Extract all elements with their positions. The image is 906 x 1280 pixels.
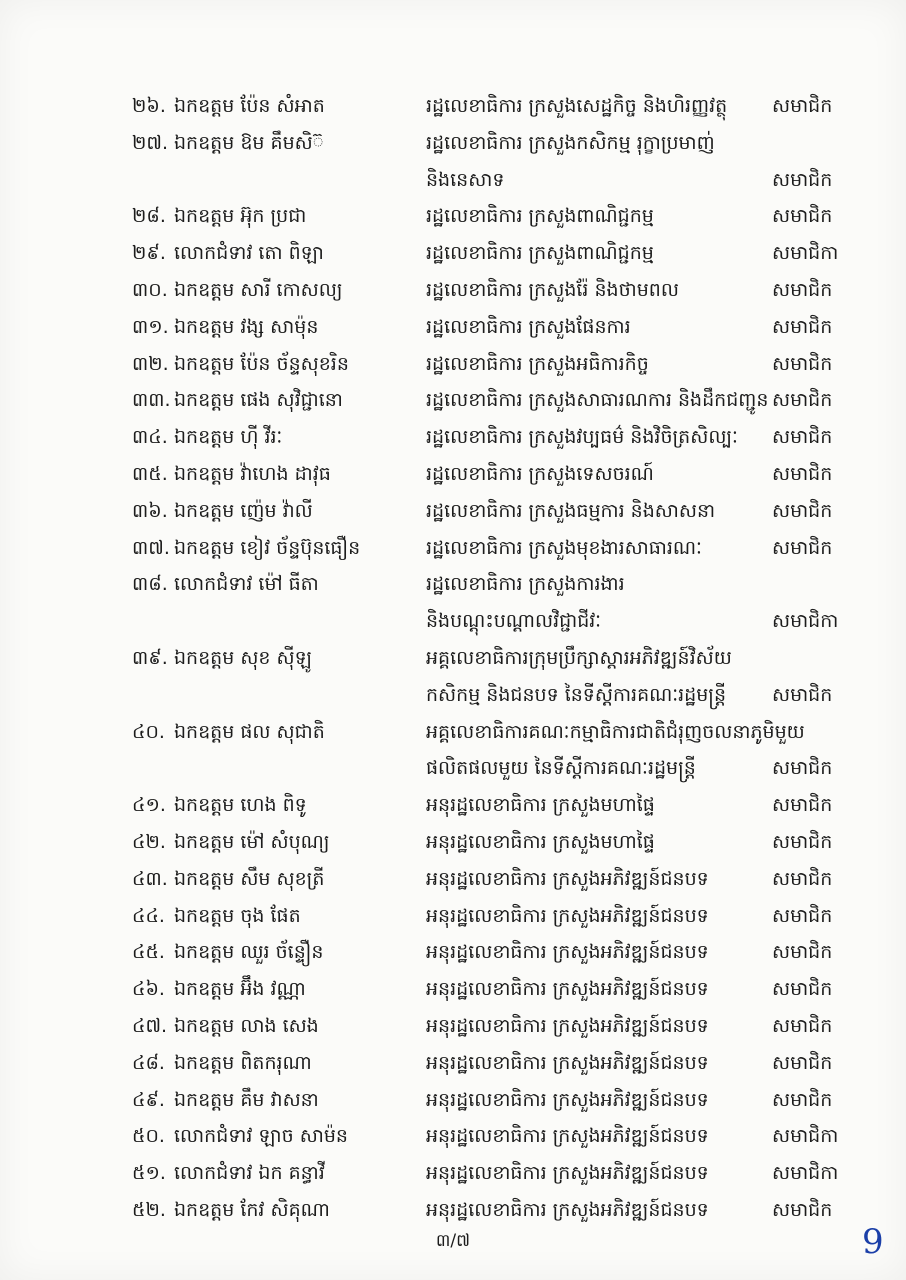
member-number: ៣៧. (132, 536, 170, 559)
member-role: សមាជិក (772, 867, 833, 890)
member-role: សមាជិក (772, 757, 833, 780)
member-number: ៥០. (132, 1125, 165, 1148)
member-row (0, 235, 906, 272)
member-number: ៤២. (132, 830, 166, 853)
member-row (0, 419, 906, 456)
member-name: ឯកឧត្តម ចុង ផែត (174, 904, 301, 927)
member-number: ៣០. (132, 278, 168, 301)
member-position-line: រដ្ឋលេខាធិការ ក្រសួងកសិកម្ម រុក្ខាប្រមាញ់ (426, 131, 715, 154)
member-position-line: អនុរដ្ឋលេខាធិការ ក្រសួងអភិវឌ្ឍន៍ជនបទ (426, 1125, 709, 1148)
member-name: ឯកឧត្តម ហេង ពិទូ (174, 794, 307, 817)
member-number: ២៩. (132, 242, 166, 265)
member-role: សមាជិក (772, 1051, 833, 1074)
member-number: ៤៦. (132, 978, 165, 1001)
member-number: ៤៨. (132, 1051, 165, 1074)
member-position-line: រដ្ឋលេខាធិការ ក្រសួងសេដ្ឋកិច្ច និងហិរញ្ញវត្ថុ (426, 95, 728, 117)
member-name: លោកជំទាវ ឡាច សាម៉ន (174, 1125, 348, 1148)
member-role: សមាជិក (772, 830, 833, 853)
member-position-line: រដ្ឋលេខាធិការ ក្រសួងពាណិជ្ជកម្ម (426, 242, 654, 265)
member-name: ឯកឧត្តម ផល សុជាតិ (174, 720, 325, 743)
member-position (426, 566, 771, 640)
member-position-line: រដ្ឋលេខាធិការ ក្រសួងអធិការកិច្ច (426, 352, 649, 375)
member-role: សមាជិក (772, 1198, 833, 1221)
member-number: ៣៨. (132, 573, 168, 596)
member-position (426, 971, 771, 1008)
member-position-line: អនុរដ្ឋលេខាធិការ ក្រសួងអភិវឌ្ឍន៍ជនបទ (426, 1162, 709, 1185)
member-number: ២៧. (132, 131, 169, 154)
member-row (0, 88, 906, 125)
member-name: ឯកឧត្តម ឱម គឹមសិ៊ (174, 131, 324, 154)
member-number: ៣៥. (132, 462, 168, 485)
member-position-line: និងបណ្តុះបណ្តាលវិជ្ជាជីវៈ (426, 610, 602, 633)
member-position (426, 1045, 771, 1082)
member-position (426, 530, 771, 567)
member-position (426, 235, 771, 272)
member-position (426, 493, 771, 530)
member-row (0, 861, 906, 898)
member-position-line: រដ្ឋលេខាធិការ ក្រសួងការងារ (426, 573, 625, 596)
member-number: ៤៧. (132, 1014, 168, 1037)
member-row (0, 493, 906, 530)
member-row (0, 934, 906, 971)
member-role: សមាជិកា (772, 610, 839, 633)
member-position-line: អគ្គលេខាធិការក្រុមប្រឹក្សាស្តារអភិវឌ្ឍន៍វិស័យ (426, 646, 732, 669)
member-role: សមាជិក (772, 978, 833, 1001)
member-number: ២៨. (132, 205, 166, 228)
member-role: សមាជិក (772, 426, 833, 449)
member-role: សមាជិក (772, 904, 833, 927)
member-position-line: អនុរដ្ឋលេខាធិការ ក្រសួងអភិវឌ្ឍន៍ជនបទ (426, 978, 709, 1001)
member-name: ឯកឧត្តម ម៉ៅ សំបុណ្យ (174, 830, 330, 853)
member-position-line: រដ្ឋលេខាធិការ ក្រសួងវប្បធម៌ និងវិចិត្រសិល្បៈ (426, 426, 738, 449)
member-number: ៣៦. (132, 499, 168, 522)
member-position (426, 198, 771, 235)
member-name: ឯកឧត្តម គឹម វាសនា (174, 1088, 319, 1111)
member-role: សមាជិកា (772, 1125, 839, 1148)
member-position-line: ផលិតផលមួយ នៃទីស្តីការគណៈរដ្ឋមន្ត្រី (426, 757, 696, 780)
member-name: ឯកឧត្តម ខៀវ ច័ន្ទប៊ុនធឿន (174, 536, 361, 559)
member-position-line: រដ្ឋលេខាធិការ ក្រសួងសាធារណការ និងដឹកជញ្ជូន (426, 389, 769, 412)
member-name: ឯកឧត្តម អ៊ឹង វណ្ណា (174, 978, 306, 1001)
member-name: ឯកឧត្តម វង្ស សាម៉ុន (174, 315, 319, 338)
member-position-line: រដ្ឋលេខាធិការ ក្រសួងធម្មការ និងសាសនា (426, 499, 716, 522)
member-position-line: រដ្ឋលេខាធិការ ក្រសួងពាណិជ្ជកម្ម (426, 205, 654, 228)
member-row (0, 272, 906, 309)
member-name: ឯកឧត្តម ប៉ែន សំអាត (174, 95, 325, 117)
member-number: ៣៩. (132, 646, 168, 669)
member-role: សមាជិក (772, 95, 833, 117)
member-position-line: និងនេសាទ (426, 168, 505, 191)
member-position-line: អនុរដ្ឋលេខាធិការ ក្រសួងមហាផ្ទៃ (426, 830, 655, 853)
member-position (426, 640, 771, 714)
member-position (426, 272, 771, 309)
member-number: ៤៩. (132, 1088, 165, 1111)
member-position (426, 1008, 771, 1045)
member-row (0, 456, 906, 493)
member-list (0, 88, 906, 1229)
member-role: សមាជិក (772, 1014, 833, 1037)
member-position (426, 934, 771, 971)
member-position-line: រដ្ឋលេខាធិការ ក្រសួងទេសចរណ៍ (426, 462, 654, 485)
member-name: ឯកឧត្តម អ៊ុក ប្រជា (174, 205, 307, 228)
member-name: ឯកឧត្តម ហ៊ី វីរៈ (174, 426, 283, 449)
member-row (0, 1192, 906, 1229)
member-number: ៤៣. (132, 867, 168, 890)
member-row (0, 1008, 906, 1045)
member-name: ឯកឧត្តម ញ៉េម វ៉ាលី (174, 499, 313, 522)
member-number: ៣១. (132, 315, 169, 338)
member-role: សមាជិក (772, 794, 833, 817)
member-name: ឯកឧត្តម ផេង សុវិជ្ជានោ (174, 389, 343, 412)
member-row (0, 530, 906, 567)
member-row (0, 1045, 906, 1082)
member-name: លោកជំទាវ តោ ពិឡា (174, 242, 324, 265)
member-name: ឯកឧត្តម សារី កោសល្យ (174, 278, 343, 301)
member-position (426, 1192, 771, 1229)
member-position-line: អនុរដ្ឋលេខាធិការ ក្រសួងអភិវឌ្ឍន៍ជនបទ (426, 941, 709, 964)
member-row (0, 1118, 906, 1155)
member-position (426, 382, 771, 419)
member-number: ៤៤. (132, 904, 165, 927)
member-name: ឯកឧត្តម ប៉ែន ច័ន្ទសុខរិន (174, 352, 349, 375)
member-position (426, 88, 771, 125)
member-row (0, 898, 906, 935)
member-position-line: រដ្ឋលេខាធិការ ក្រសួងរ៉ែ និងថាមពល (426, 278, 679, 301)
member-position-line: អនុរដ្ឋលេខាធិការ ក្រសួងអភិវឌ្ឍន៍ជនបទ (426, 1051, 709, 1074)
member-role: សមាជិក (772, 168, 833, 191)
member-row (0, 566, 906, 640)
member-position (426, 1155, 771, 1192)
member-position-line: អនុរដ្ឋលេខាធិការ ក្រសួងអភិវឌ្ឍន៍ជនបទ (426, 904, 709, 927)
member-row (0, 125, 906, 199)
member-position (426, 898, 771, 935)
member-row (0, 1082, 906, 1119)
member-position (426, 824, 771, 861)
member-number: ២៦. (132, 95, 166, 117)
member-row (0, 971, 906, 1008)
member-position (426, 309, 771, 346)
member-row (0, 382, 906, 419)
member-position-line: អនុរដ្ឋលេខាធិការ ក្រសួងអភិវឌ្ឍន៍ជនបទ (426, 867, 709, 890)
member-name: ឯកឧត្តម សឹម សុខត្រី (174, 867, 325, 890)
member-position (426, 125, 771, 199)
member-name: លោកជំទាវ ម៉ៅ ធីតា (174, 573, 319, 596)
member-role: សមាជិក (772, 683, 833, 706)
member-row (0, 1155, 906, 1192)
member-role: សមាជិកា (772, 1162, 839, 1185)
member-position-line: រដ្ឋលេខាធិការ ក្រសួងផែនការ (426, 315, 631, 338)
member-row (0, 787, 906, 824)
member-name: ឯកឧត្តម ពិតករុណា (174, 1051, 312, 1074)
member-position (426, 346, 771, 383)
member-number: ៣២. (132, 352, 169, 375)
member-role: សមាជិក (772, 1088, 833, 1111)
member-position-line: អនុរដ្ឋលេខាធិការ ក្រសួងអភិវឌ្ឍន៍ជនបទ (426, 1198, 709, 1221)
member-number: ៤០. (132, 720, 165, 743)
member-number: ៣៣. (132, 389, 171, 412)
member-row (0, 824, 906, 861)
member-position-line: អនុរដ្ឋលេខាធិការ ក្រសួងមហាផ្ទៃ (426, 794, 655, 817)
member-role: សមាជិក (772, 315, 833, 338)
member-role: សមាជិកា (772, 242, 839, 265)
member-position-line: អគ្គលេខាធិការគណៈកម្មាធិការជាតិជំរុញចលនាភូមិមួយ (426, 720, 805, 743)
member-name: ឯកឧត្តម វ៉ាហេង ដាវុធ (174, 462, 331, 485)
member-position-line: រដ្ឋលេខាធិការ ក្រសួងមុខងារសាធារណៈ (426, 536, 702, 559)
member-name: លោកជំទាវ ឯក គន្ធាវី (174, 1162, 325, 1185)
member-position-line: អនុរដ្ឋលេខាធិការ ក្រសួងអភិវឌ្ឍន៍ជនបទ (426, 1088, 709, 1111)
member-position-line: អនុរដ្ឋលេខាធិការ ក្រសួងអភិវឌ្ឍន៍ជនបទ (426, 1014, 709, 1037)
member-position (426, 1118, 771, 1155)
member-number: ៣៤. (132, 426, 168, 449)
member-row (0, 640, 906, 714)
member-role: សមាជិក (772, 352, 833, 375)
member-row (0, 198, 906, 235)
member-number: ៤១. (132, 794, 166, 817)
member-name: ឯកឧត្តម លាង សេង (174, 1014, 319, 1037)
member-role: សមាជិក (772, 462, 833, 485)
member-name: ឯកឧត្តម សុខ ស៊ីឡូ (174, 646, 312, 669)
member-position (426, 419, 771, 456)
member-number: ៥២. (132, 1198, 166, 1221)
member-role: សមាជិក (772, 389, 833, 412)
member-position-line: កសិកម្ម និងជនបទ នៃទីស្តីការគណៈរដ្ឋមន្ត្រី (426, 683, 727, 706)
member-role: សមាជិក (772, 499, 833, 522)
member-role: សមាជិក (772, 941, 833, 964)
member-position (426, 1082, 771, 1119)
handwritten-mark: 9 (862, 1222, 884, 1262)
member-role: សមាជិក (772, 205, 833, 228)
member-position (426, 456, 771, 493)
member-name: ឯកឧត្តម ឈួរ ច័ន្ទឿន (174, 941, 324, 964)
member-row (0, 309, 906, 346)
member-number: ៥១. (132, 1162, 166, 1185)
member-role: សមាជិក (772, 536, 833, 559)
member-position (426, 861, 771, 898)
member-name: ឯកឧត្តម កែវ សិគុណា (174, 1198, 330, 1221)
member-row (0, 714, 906, 788)
member-role: សមាជិក (772, 278, 833, 301)
member-number: ៤៥. (132, 941, 165, 964)
page-number: ៣/៧ (435, 1231, 471, 1251)
member-position (426, 787, 771, 824)
member-row (0, 346, 906, 383)
